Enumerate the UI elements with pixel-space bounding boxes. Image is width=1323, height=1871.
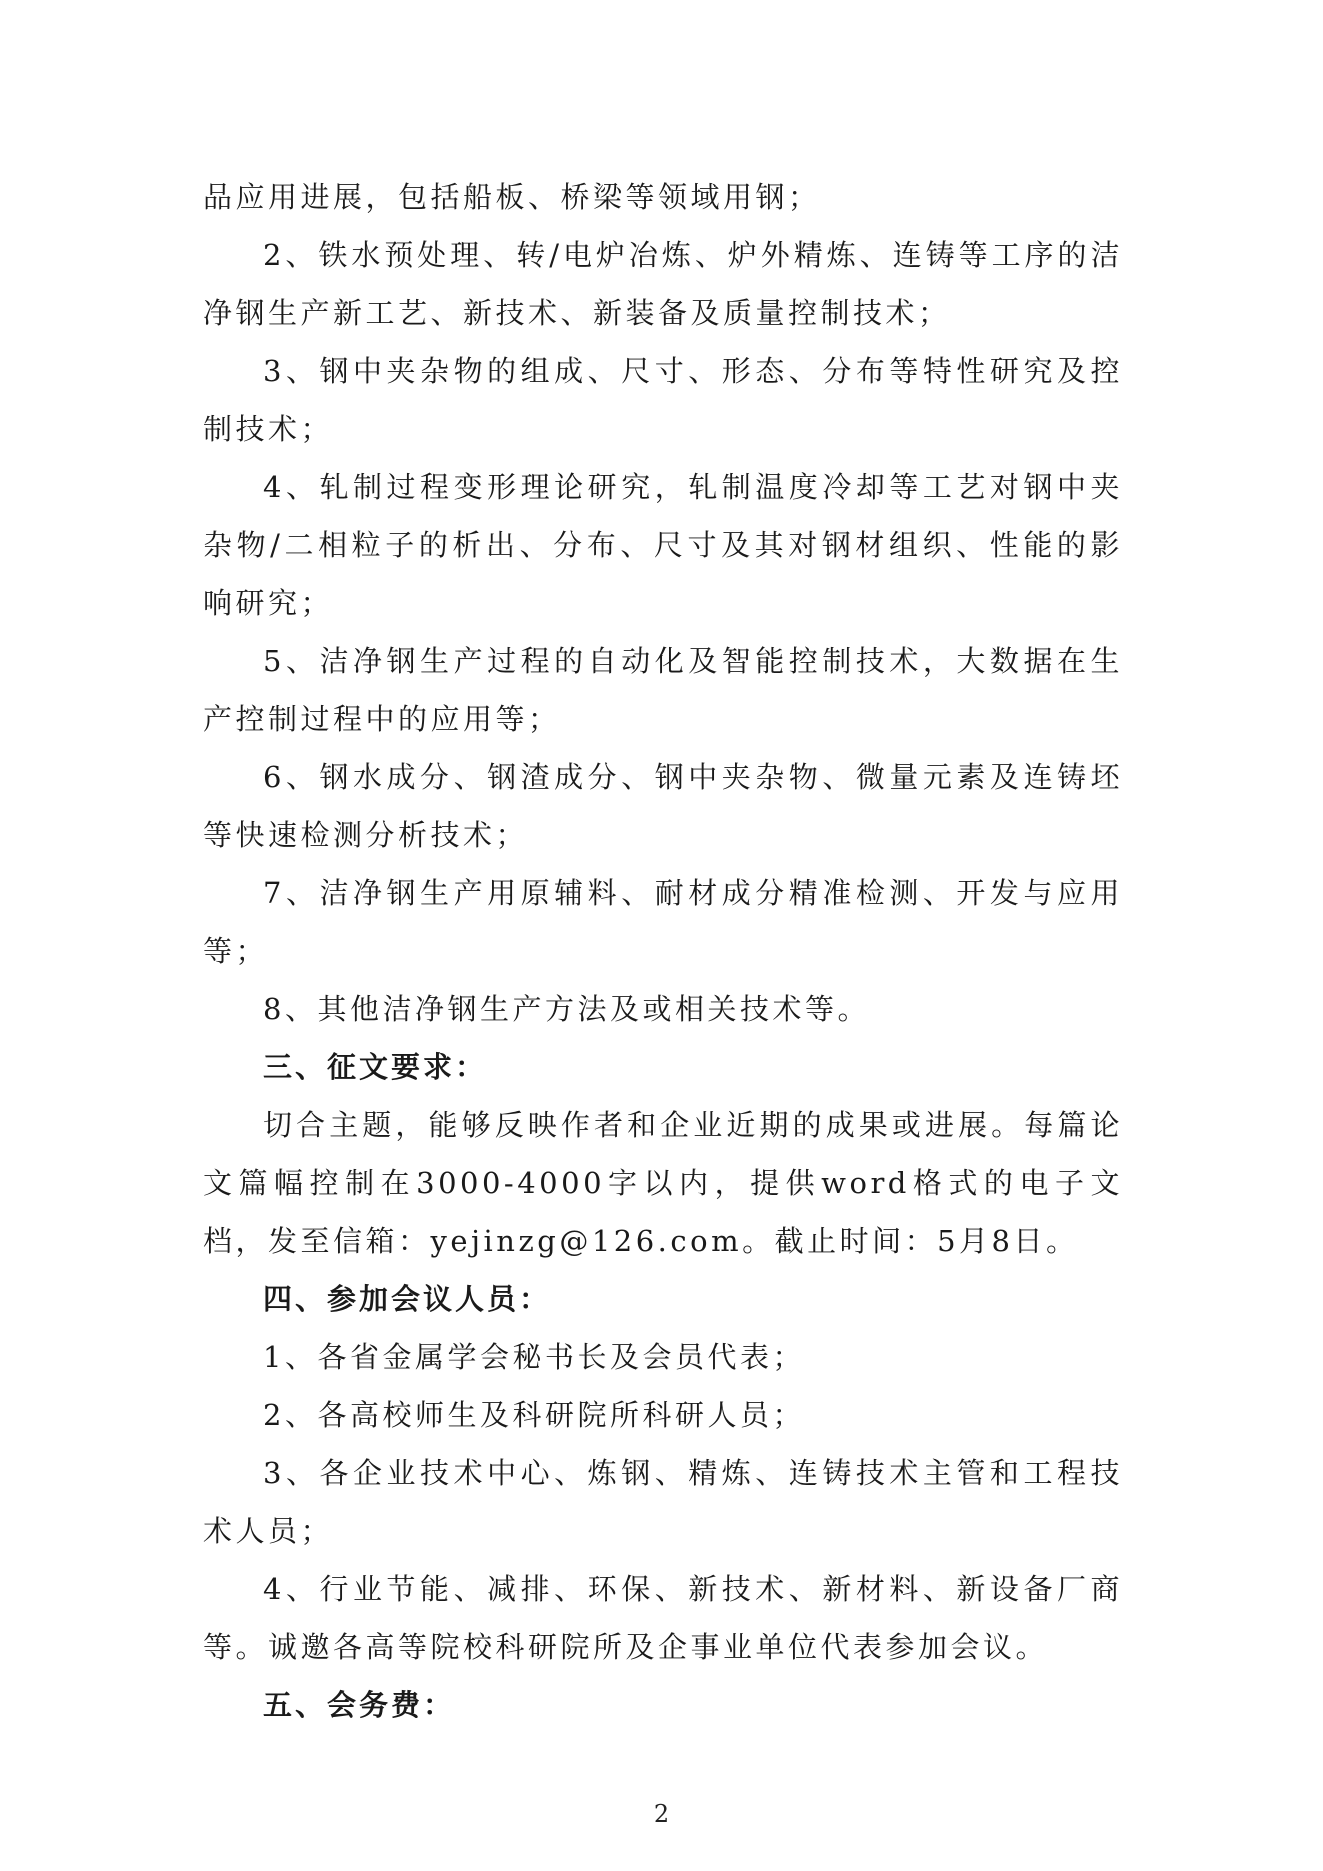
document-body: [203, 168, 1123, 1734]
topic-item-5: 5、洁净钢生产过程的自动化及智能控制技术，大数据在生产控制过程中的应用等；: [203, 644, 1123, 736]
attendee-item-3: 3、各企业技术中心、炼钢、精炼、连铸技术主管和工程技术人员；: [203, 1456, 1123, 1548]
section-heading-submission-requirements: 三、征文要求：: [263, 1050, 488, 1084]
section-heading-attendees: 四、参加会议人员：: [263, 1282, 552, 1316]
attendee-item-4: 4、行业节能、减排、环保、新技术、新材料、新设备厂商等。诚邀各高等院校科研院所及企事业单位代表参加会议。: [203, 1572, 1123, 1664]
topic-item-8: 8、其他洁净钢生产方法及或相关技术等。: [263, 992, 870, 1026]
topic-item-7: 7、洁净钢生产用原辅料、耐材成分精准检测、开发与应用等；: [203, 876, 1123, 968]
attendee-item-2: 2、各高校师生及科研院所科研人员；: [263, 1398, 805, 1432]
page-number: 2: [653, 1800, 670, 1828]
topic-item-6: 6、钢水成分、钢渣成分、钢中夹杂物、微量元素及连铸坯等快速检测分析技术；: [203, 760, 1123, 852]
paragraph-continuation: 品应用进展，包括船板、桥梁等领域用钢；: [203, 180, 821, 214]
topic-item-4: 4、轧制过程变形理论研究，轧制温度冷却等工艺对钢中夹杂物/二相粒子的析出、分布、尺寸及其对钢材组织、性能的影响研究；: [203, 470, 1123, 620]
topic-item-2: 2、铁水预处理、转/电炉冶炼、炉外精炼、连铸等工序的洁净钢生产新工艺、新技术、新装备及质量控制技术；: [203, 238, 1123, 330]
attendee-item-1: 1、各省金属学会秘书长及会员代表；: [263, 1340, 805, 1374]
topic-item-3: 3、钢中夹杂物的组成、尺寸、形态、分布等特性研究及控制技术；: [203, 354, 1123, 446]
submission-requirements-text: 切合主题，能够反映作者和企业近期的成果或进展。每篇论文篇幅控制在3000-4000字以内，提供word格式的电子文档，发至信箱：yejinzg@126.com。截止时间：5月8日。: [203, 1108, 1123, 1258]
section-heading-conference-fee: 五、会务费：: [263, 1688, 456, 1722]
